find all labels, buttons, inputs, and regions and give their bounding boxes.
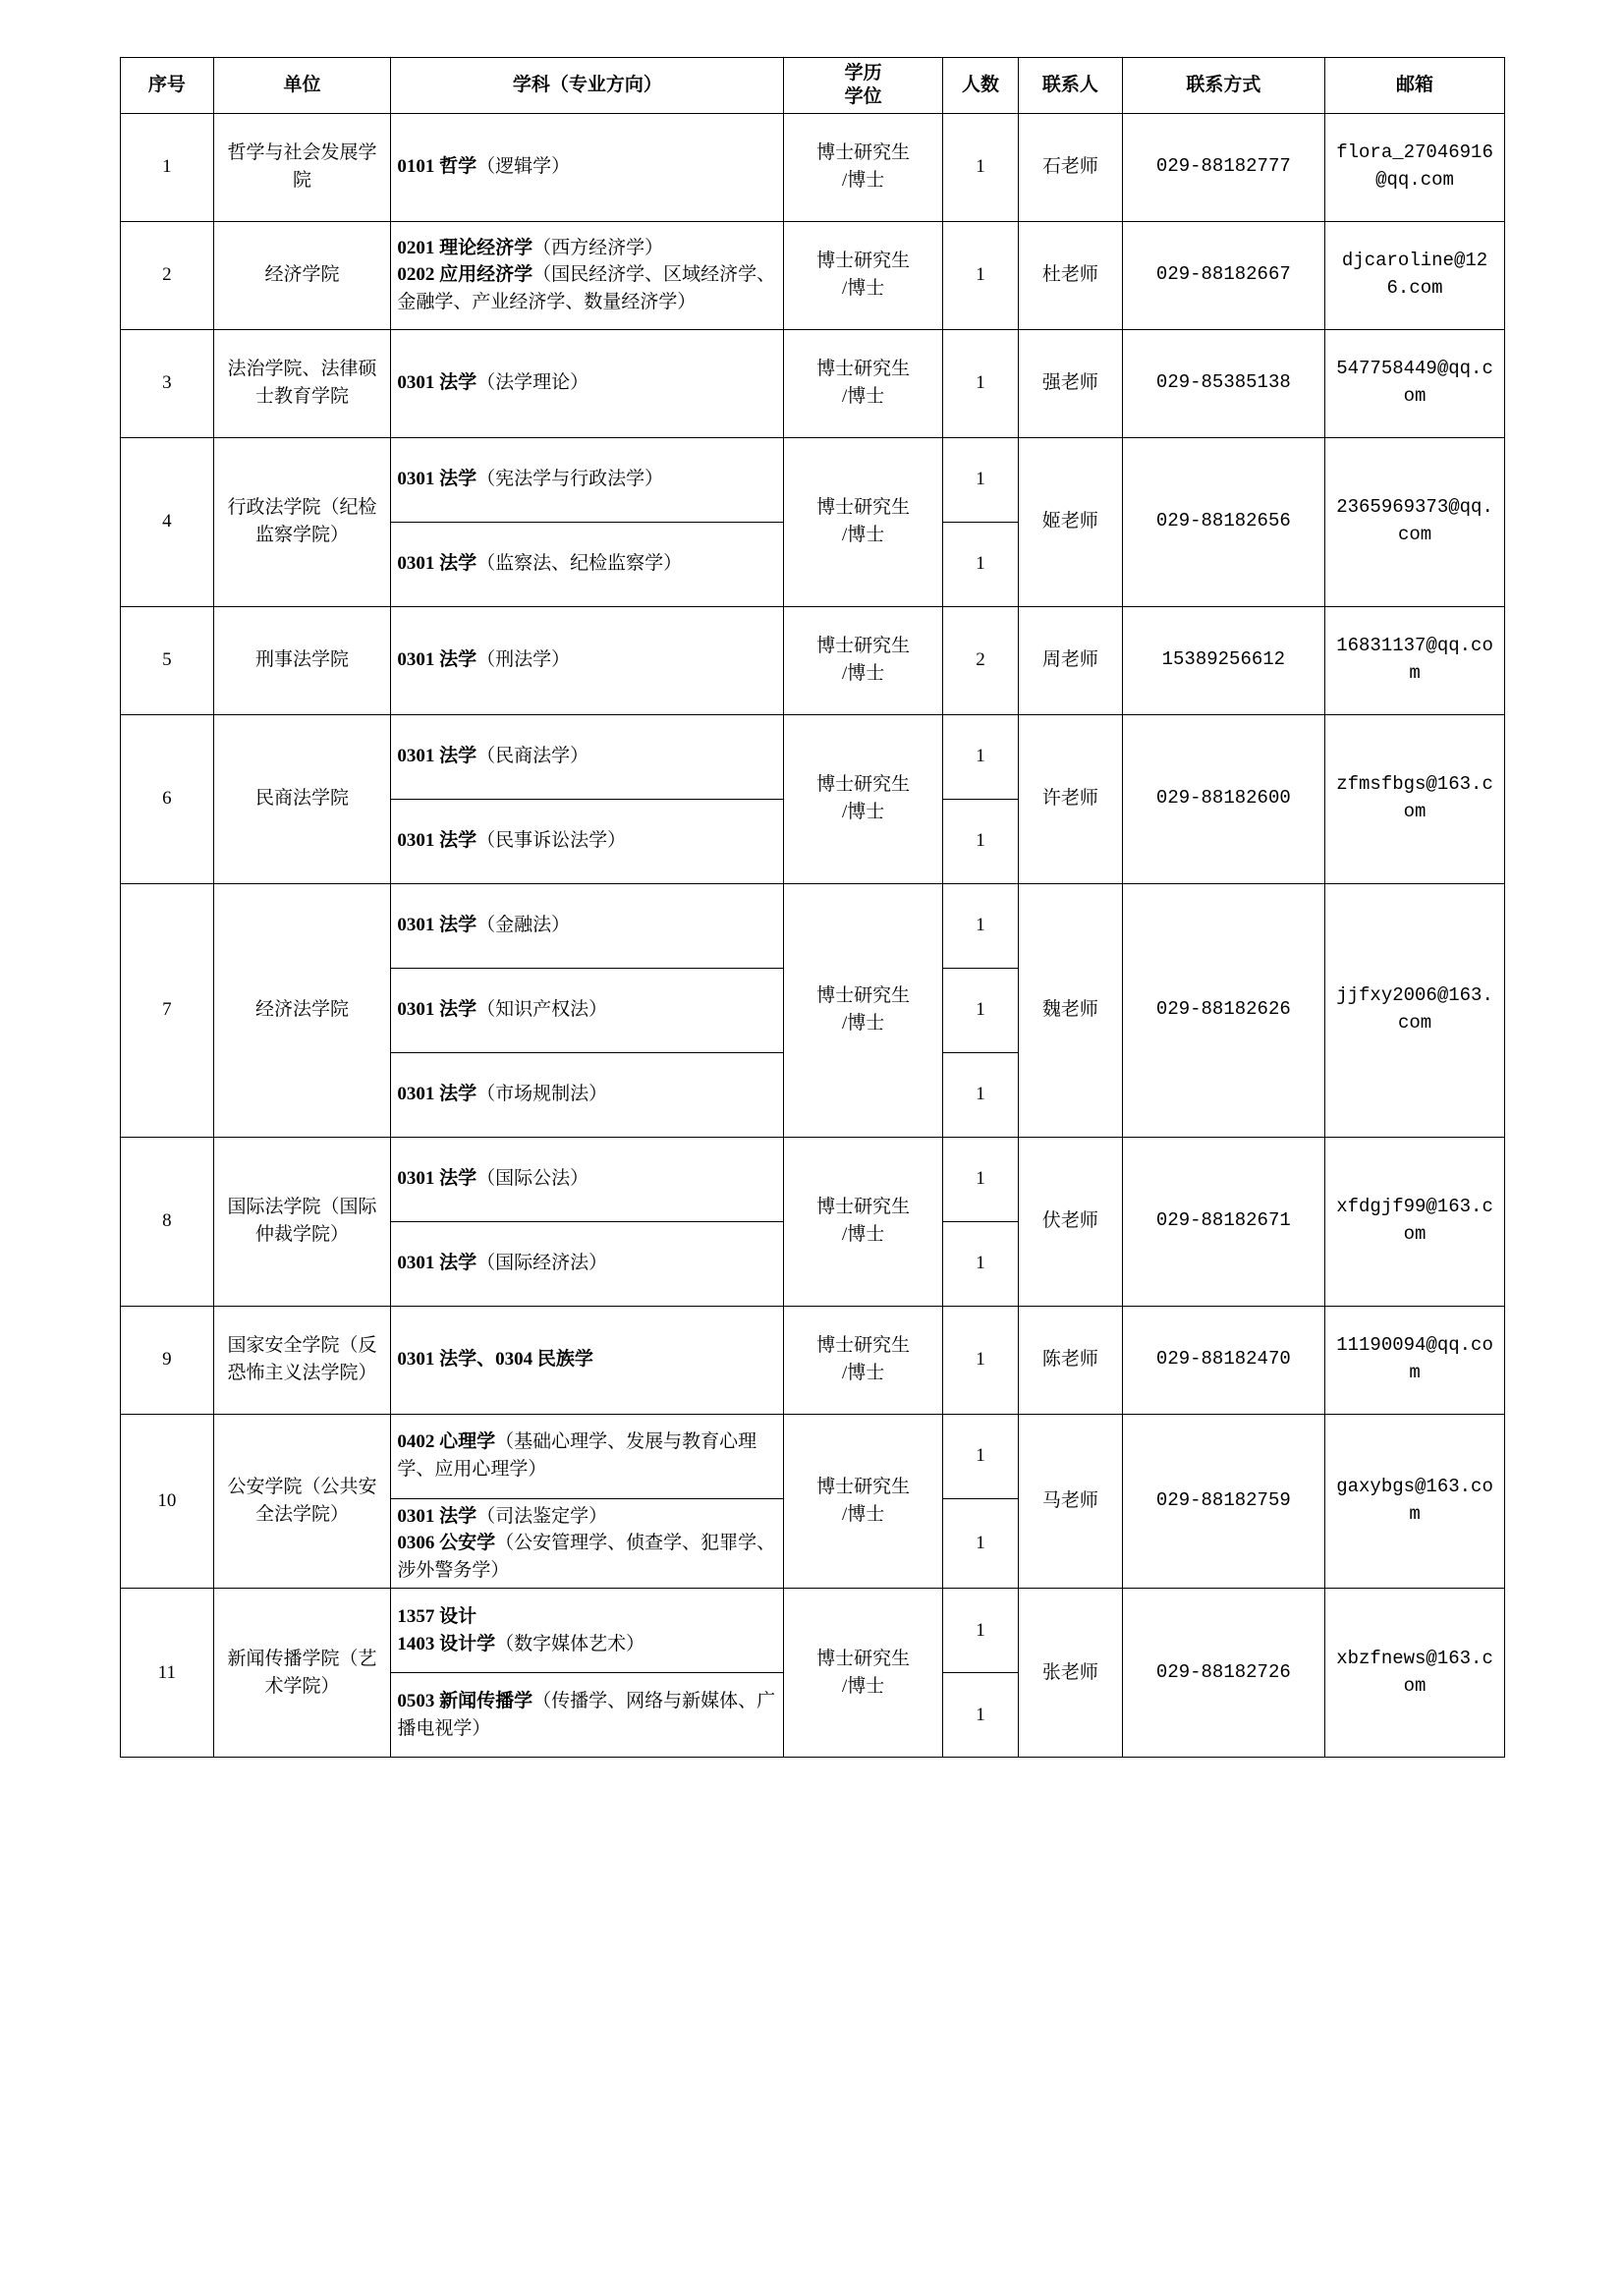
cell-no: 4 bbox=[121, 437, 214, 606]
table-row bbox=[121, 883, 1505, 968]
cell-unit: 民商法学院 bbox=[213, 714, 391, 883]
cell-degree bbox=[784, 437, 942, 606]
cell-major bbox=[391, 883, 784, 968]
cell-unit: 法治学院、法律硕士教育学院 bbox=[213, 329, 391, 437]
cell-count: 1 bbox=[942, 714, 1018, 799]
cell-email: flora_27046916@qq.com bbox=[1325, 113, 1505, 221]
cell-phone: 029-88182667 bbox=[1122, 221, 1325, 329]
column-header-degree-line1: 学历 bbox=[844, 63, 882, 84]
cell-degree bbox=[784, 1306, 942, 1414]
column-header-count: 人数 bbox=[942, 58, 1018, 114]
table-row bbox=[121, 221, 1505, 329]
cell-unit: 刑事法学院 bbox=[213, 606, 391, 714]
cell-major bbox=[391, 1052, 784, 1137]
cell-major bbox=[391, 1221, 784, 1306]
cell-email: 16831137@qq.com bbox=[1325, 606, 1505, 714]
cell-count: 1 bbox=[942, 437, 1018, 522]
major-code-secondary: 0202 应用经济学 bbox=[397, 264, 533, 286]
cell-email: jjfxy2006@163.com bbox=[1325, 883, 1505, 1137]
cell-major bbox=[391, 606, 784, 714]
cell-major bbox=[391, 1137, 784, 1221]
major-code: 0402 心理学 bbox=[397, 1431, 496, 1453]
degree-line1: 博士研究生 bbox=[816, 1197, 911, 1218]
major-code: 0301 法学 bbox=[397, 915, 477, 936]
cell-unit: 经济法学院 bbox=[213, 883, 391, 1137]
major-code: 0301 法学 bbox=[397, 1253, 477, 1274]
cell-major bbox=[391, 1306, 784, 1414]
major-detail: （基础心理学、发展与教育心理学、应用心理学） bbox=[397, 1431, 757, 1480]
cell-no: 11 bbox=[121, 1589, 214, 1758]
major-detail: （刑法学） bbox=[476, 649, 571, 671]
degree-line2: /博士 bbox=[841, 386, 885, 407]
cell-email: 547758449@qq.com bbox=[1325, 329, 1505, 437]
cell-major bbox=[391, 1414, 784, 1498]
major-code: 0301 法学 bbox=[397, 469, 477, 490]
cell-degree bbox=[784, 221, 942, 329]
table-row bbox=[121, 329, 1505, 437]
cell-count: 1 bbox=[942, 329, 1018, 437]
cell-no: 3 bbox=[121, 329, 214, 437]
cell-count: 1 bbox=[942, 1137, 1018, 1221]
cell-contact-person: 陈老师 bbox=[1019, 1306, 1122, 1414]
major-code: 0301 法学 bbox=[397, 649, 477, 671]
cell-contact-person: 马老师 bbox=[1019, 1414, 1122, 1589]
degree-line1: 博士研究生 bbox=[816, 497, 911, 519]
cell-phone: 029-88182626 bbox=[1122, 883, 1325, 1137]
cell-no: 9 bbox=[121, 1306, 214, 1414]
column-header-contact: 联系人 bbox=[1019, 58, 1122, 114]
degree-line2: /博士 bbox=[841, 1675, 885, 1697]
cell-email: 11190094@qq.com bbox=[1325, 1306, 1505, 1414]
table-row bbox=[121, 113, 1505, 221]
degree-line1: 博士研究生 bbox=[816, 251, 911, 272]
column-header-major: 学科（专业方向） bbox=[391, 58, 784, 114]
major-detail-secondary: （国民经济学、区域经济学、金融学、产业经济学、数量经济学） bbox=[397, 264, 776, 312]
cell-contact-person: 姬老师 bbox=[1019, 437, 1122, 606]
cell-no: 7 bbox=[121, 883, 214, 1137]
cell-phone: 029-88182671 bbox=[1122, 1137, 1325, 1306]
cell-unit: 新闻传播学院（艺术学院） bbox=[213, 1589, 391, 1758]
cell-email: xfdgjf99@163.com bbox=[1325, 1137, 1505, 1306]
major-detail-secondary: （公安管理学、侦查学、犯罪学、涉外警务学） bbox=[397, 1533, 776, 1581]
cell-phone: 029-88182470 bbox=[1122, 1306, 1325, 1414]
major-detail: （市场规制法） bbox=[476, 1084, 608, 1105]
cell-unit: 经济学院 bbox=[213, 221, 391, 329]
cell-count: 1 bbox=[942, 799, 1018, 883]
cell-contact-person: 张老师 bbox=[1019, 1589, 1122, 1758]
cell-count: 1 bbox=[942, 1306, 1018, 1414]
column-header-phone: 联系方式 bbox=[1122, 58, 1325, 114]
major-detail: （国际经济法） bbox=[476, 1253, 608, 1274]
degree-line2: /博士 bbox=[841, 1363, 885, 1383]
cell-count: 1 bbox=[942, 968, 1018, 1052]
major-detail: （国际公法） bbox=[476, 1168, 589, 1190]
cell-contact-person: 杜老师 bbox=[1019, 221, 1122, 329]
major-detail: （法学理论） bbox=[476, 372, 589, 394]
degree-line1: 博士研究生 bbox=[816, 636, 911, 657]
major-detail: （民事诉讼法学） bbox=[476, 830, 627, 852]
cell-major bbox=[391, 221, 784, 329]
cell-count: 2 bbox=[942, 606, 1018, 714]
cell-count: 1 bbox=[942, 1498, 1018, 1589]
cell-major bbox=[391, 968, 784, 1052]
cell-degree bbox=[784, 1589, 942, 1758]
degree-line1: 博士研究生 bbox=[816, 142, 911, 164]
cell-count: 1 bbox=[942, 883, 1018, 968]
cell-major bbox=[391, 113, 784, 221]
cell-count: 1 bbox=[942, 113, 1018, 221]
cell-email: gaxybgs@163.com bbox=[1325, 1414, 1505, 1589]
major-detail: （监察法、纪检监察学） bbox=[476, 553, 683, 575]
cell-major bbox=[391, 437, 784, 522]
cell-phone: 029-88182656 bbox=[1122, 437, 1325, 606]
cell-count: 1 bbox=[942, 1221, 1018, 1306]
major-code: 0503 新闻传播学 bbox=[397, 1691, 533, 1712]
cell-major bbox=[391, 1498, 784, 1589]
cell-degree bbox=[784, 113, 942, 221]
cell-major bbox=[391, 799, 784, 883]
degree-line2: /博士 bbox=[841, 1224, 885, 1245]
table-body bbox=[121, 113, 1505, 1758]
degree-line1: 博士研究生 bbox=[816, 985, 911, 1007]
cell-phone: 029-88182726 bbox=[1122, 1589, 1325, 1758]
recruitment-table bbox=[120, 57, 1505, 1758]
major-detail-secondary: （数字媒体艺术） bbox=[495, 1633, 645, 1654]
degree-line1: 博士研究生 bbox=[816, 1335, 911, 1357]
cell-no: 6 bbox=[121, 714, 214, 883]
cell-unit: 国家安全学院（反恐怖主义法学院） bbox=[213, 1306, 391, 1414]
major-code: 0301 法学 bbox=[397, 553, 477, 575]
major-detail: （知识产权法） bbox=[476, 999, 608, 1021]
cell-major bbox=[391, 1589, 784, 1673]
major-code: 0301 法学 bbox=[397, 999, 477, 1021]
cell-count: 1 bbox=[942, 221, 1018, 329]
major-code: 0301 法学、0304 民族学 bbox=[397, 1349, 593, 1371]
table-row bbox=[121, 1414, 1505, 1498]
major-detail: （传播学、网络与新媒体、广播电视学） bbox=[397, 1691, 776, 1739]
cell-no: 5 bbox=[121, 606, 214, 714]
table-header-row bbox=[121, 58, 1505, 114]
major-detail: （民商法学） bbox=[476, 746, 589, 767]
degree-line2: /博士 bbox=[841, 525, 885, 545]
cell-unit: 公安学院（公共安全法学院） bbox=[213, 1414, 391, 1589]
cell-contact-person: 伏老师 bbox=[1019, 1137, 1122, 1306]
major-detail: （宪法学与行政法学） bbox=[476, 469, 664, 490]
major-code: 0201 理论经济学 bbox=[397, 237, 533, 258]
major-code: 0301 法学 bbox=[397, 1168, 477, 1190]
cell-contact-person: 石老师 bbox=[1019, 113, 1122, 221]
cell-no: 1 bbox=[121, 113, 214, 221]
cell-email: zfmsfbgs@163.com bbox=[1325, 714, 1505, 883]
major-code: 0301 法学 bbox=[397, 1084, 477, 1105]
table-row bbox=[121, 1137, 1505, 1221]
degree-line1: 博士研究生 bbox=[816, 359, 911, 380]
cell-major bbox=[391, 714, 784, 799]
table-header bbox=[121, 58, 1505, 114]
degree-line2: /博士 bbox=[841, 663, 885, 684]
cell-email: 2365969373@qq.com bbox=[1325, 437, 1505, 606]
degree-line2: /博士 bbox=[841, 170, 885, 191]
cell-unit: 行政法学院（纪检监察学院） bbox=[213, 437, 391, 606]
cell-count: 1 bbox=[942, 1589, 1018, 1673]
major-code: 0301 法学 bbox=[397, 1505, 477, 1527]
cell-phone: 029-88182600 bbox=[1122, 714, 1325, 883]
cell-degree bbox=[784, 714, 942, 883]
cell-contact-person: 周老师 bbox=[1019, 606, 1122, 714]
major-code: 0301 法学 bbox=[397, 746, 477, 767]
major-detail: （司法鉴定学） bbox=[476, 1505, 608, 1527]
cell-unit: 哲学与社会发展学院 bbox=[213, 113, 391, 221]
major-detail: （金融法） bbox=[476, 915, 571, 936]
cell-count: 1 bbox=[942, 1414, 1018, 1498]
cell-phone: 029-88182759 bbox=[1122, 1414, 1325, 1589]
table-row bbox=[121, 606, 1505, 714]
cell-count: 1 bbox=[942, 1673, 1018, 1758]
cell-count: 1 bbox=[942, 1052, 1018, 1137]
table-row bbox=[121, 1306, 1505, 1414]
cell-major bbox=[391, 522, 784, 606]
column-header-no: 序号 bbox=[121, 58, 214, 114]
cell-email: djcaroline@126.com bbox=[1325, 221, 1505, 329]
degree-line1: 博士研究生 bbox=[816, 1649, 911, 1670]
cell-phone: 029-88182777 bbox=[1122, 113, 1325, 221]
column-header-unit: 单位 bbox=[213, 58, 391, 114]
cell-degree bbox=[784, 1137, 942, 1306]
cell-phone: 029-85385138 bbox=[1122, 329, 1325, 437]
cell-contact-person: 魏老师 bbox=[1019, 883, 1122, 1137]
major-code-secondary: 0306 公安学 bbox=[397, 1533, 496, 1554]
degree-line2: /博士 bbox=[841, 278, 885, 299]
major-code-secondary: 1403 设计学 bbox=[397, 1633, 496, 1654]
degree-line2: /博士 bbox=[841, 1503, 885, 1525]
major-detail: （西方经济学） bbox=[532, 237, 664, 258]
degree-line2: /博士 bbox=[841, 802, 885, 822]
column-header-email: 邮箱 bbox=[1325, 58, 1505, 114]
cell-degree bbox=[784, 329, 942, 437]
degree-line1: 博士研究生 bbox=[816, 1477, 911, 1498]
major-code: 0301 法学 bbox=[397, 830, 477, 852]
cell-phone: 15389256612 bbox=[1122, 606, 1325, 714]
table-row bbox=[121, 437, 1505, 522]
table-row bbox=[121, 1589, 1505, 1673]
cell-contact-person: 许老师 bbox=[1019, 714, 1122, 883]
cell-no: 10 bbox=[121, 1414, 214, 1589]
cell-no: 2 bbox=[121, 221, 214, 329]
cell-degree bbox=[784, 606, 942, 714]
degree-line1: 博士研究生 bbox=[816, 774, 911, 796]
cell-count: 1 bbox=[942, 522, 1018, 606]
cell-no: 8 bbox=[121, 1137, 214, 1306]
cell-email: xbzfnews@163.com bbox=[1325, 1589, 1505, 1758]
cell-unit: 国际法学院（国际仲裁学院） bbox=[213, 1137, 391, 1306]
cell-degree bbox=[784, 883, 942, 1137]
cell-degree bbox=[784, 1414, 942, 1589]
major-code: 0101 哲学 bbox=[397, 156, 477, 178]
table-row bbox=[121, 714, 1505, 799]
column-header-degree bbox=[784, 58, 942, 114]
degree-line2: /博士 bbox=[841, 1013, 885, 1034]
column-header-degree-line2: 学位 bbox=[844, 85, 882, 107]
cell-major bbox=[391, 1673, 784, 1758]
major-detail: （逻辑学） bbox=[476, 156, 571, 178]
major-code: 0301 法学 bbox=[397, 372, 477, 394]
major-code: 1357 设计 bbox=[397, 1606, 477, 1628]
cell-major bbox=[391, 329, 784, 437]
cell-contact-person: 强老师 bbox=[1019, 329, 1122, 437]
